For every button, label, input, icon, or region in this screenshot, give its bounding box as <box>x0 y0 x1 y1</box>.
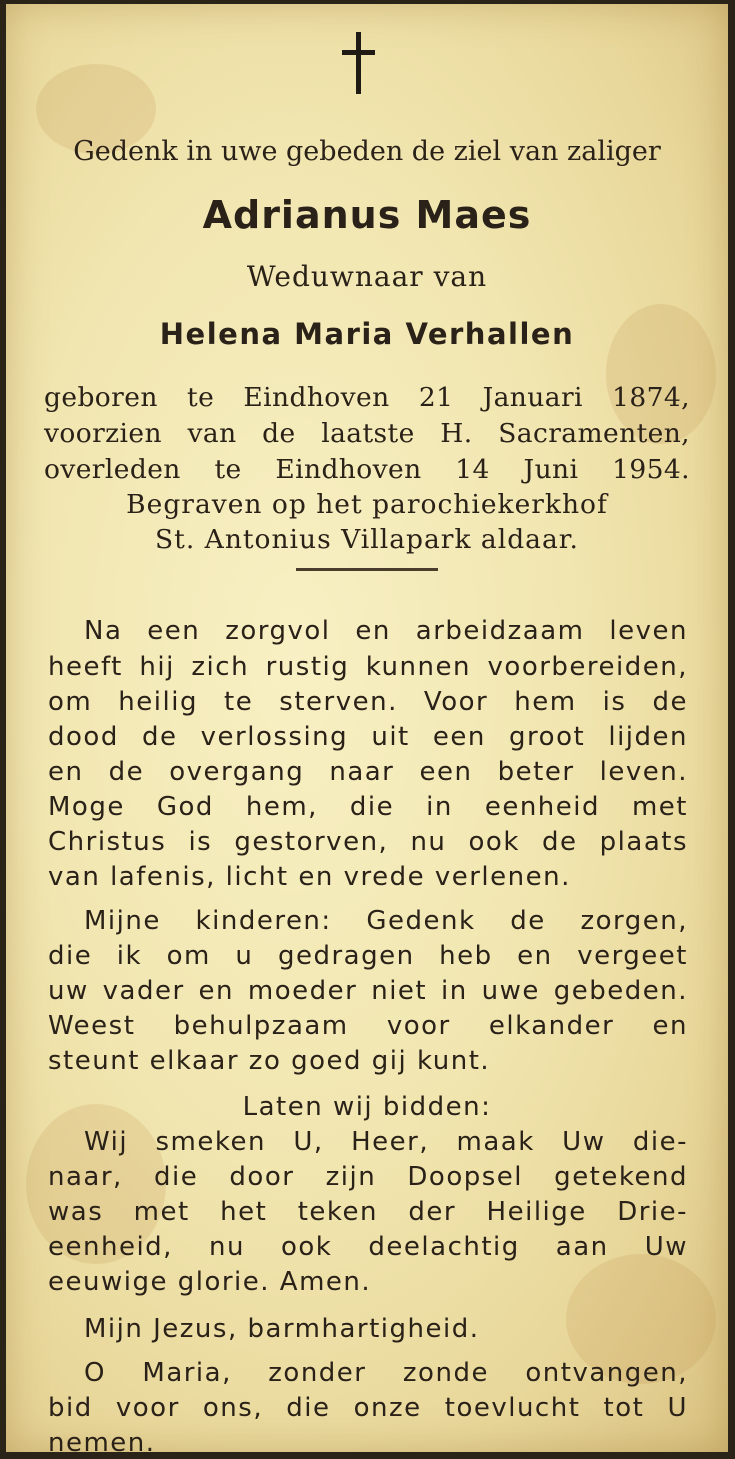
paragraph-line: dood de verlossing uit een groot lijden <box>48 722 688 752</box>
invocation-line: nemen. <box>48 1428 156 1452</box>
paragraph-line: om heilig te sterven. Voor hem is de <box>48 687 688 717</box>
paragraph-line: Moge God hem, die in eenheid met <box>48 792 688 822</box>
cross-icon <box>340 32 376 96</box>
paragraph-line: Mijne kinderen: Gedenk de zorgen, <box>84 906 688 936</box>
paragraph-line: Na een zorgvol en arbeidzaam leven <box>84 616 688 646</box>
divider <box>296 568 438 571</box>
prayer-line: was met het teken der Heilige Drie- <box>48 1197 688 1227</box>
spouse-name: Helena Maria Verhallen <box>159 317 575 351</box>
invocation-line: O Maria, zonder zonde ontvangen, <box>84 1358 688 1388</box>
intro-text: Gedenk in uwe gebeden de ziel van zaliger <box>73 136 661 167</box>
death-line: overleden te Eindhoven 14 Juni 1954. <box>44 454 690 485</box>
paragraph-line: heeft hij zich rustig kunnen voorbereiden, <box>48 652 688 682</box>
prayer-line: Wij smeken U, Heer, maak Uw die- <box>84 1127 688 1157</box>
sacraments-line: voorzien van de laatste H. Sacramenten, <box>44 418 690 449</box>
burial-place-line: St. Antonius Villapark aldaar. <box>155 524 579 555</box>
paragraph-line: steunt elkaar zo goed gij kunt. <box>48 1046 491 1076</box>
deceased-name: Adrianus Maes <box>202 193 532 237</box>
birth-line: geboren te Eindhoven 21 Januari 1874, <box>44 382 690 413</box>
prayer-line: naar, die door zijn Doopsel getekend <box>48 1162 688 1192</box>
prayer-heading: Laten wij bidden: <box>242 1092 492 1122</box>
prayer-line: eenheid, nu ook deelachtig aan Uw <box>48 1232 688 1262</box>
paragraph-line: en de overgang naar een beter leven. <box>48 757 688 787</box>
paragraph-line: Christus is gestorven, nu ook de plaats <box>48 827 688 857</box>
invocation-jesus: Mijn Jezus, barmhartigheid. <box>84 1314 480 1344</box>
paragraph-line: uw vader en moeder niet in uwe gebeden. <box>48 976 688 1006</box>
paragraph-line: die ik om u gedragen heb en vergeet <box>48 941 688 971</box>
paragraph-line: Weest behulpzaam voor elkander en <box>48 1011 688 1041</box>
burial-line: Begraven op het parochiekerkhof <box>126 489 608 520</box>
widower-label: Weduwnaar van <box>246 260 488 293</box>
paragraph-line: van lafenis, licht en vrede verlenen. <box>48 862 571 892</box>
invocation-line: bid voor ons, die onze toevlucht tot U <box>48 1393 688 1423</box>
memorial-card <box>6 4 728 1452</box>
prayer-line: eeuwige glorie. Amen. <box>48 1267 372 1297</box>
